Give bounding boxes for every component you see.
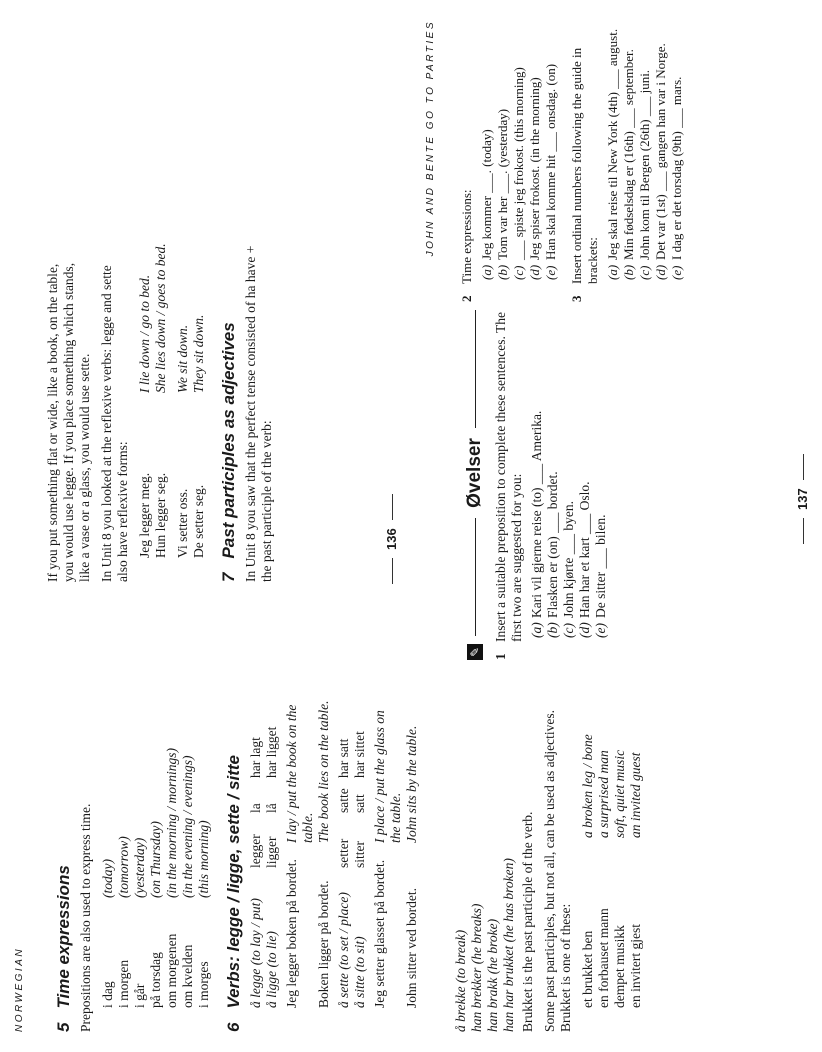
legge-sette-explanation: If you put something flat or wide, like a book, on the table, you would use legge. If you place something which stands, like a vase or a glass, you would use sette. [45, 262, 92, 582]
section-5-intro: Prepositions are also used to express time. [78, 803, 93, 1032]
adjective-examples: et brukket ben a broken leg / bone en forbauset mann a surprised man dempet musikk soft, quiet music en invitert gjest an invited guest [580, 734, 643, 1008]
brukket-note: Brukket is the past participle of the verb. [520, 811, 535, 1032]
right-column-2 [453, 310, 613, 660]
left-column-2 [42, 242, 281, 582]
section-7-intro: In Unit 8 you saw that the perfect tense consisted of ha have + the past participle of the verb: [243, 245, 274, 582]
exercise-2: 2 Time expressions: (a) Jeg kommer ___. (today) (b) Tom var her ___. (yesterday) (c) ___ spiste jeg frokost. (this morning) (d) Jeg spiser frokost. (in the morning) (e) Han skal komme hit ___ onsdag. (on) [459, 63, 558, 302]
reflexive-intro: In Unit 8 you looked at the reflexive verbs: legge and sette also have reflexive forms: [99, 265, 130, 582]
page-number-136: 136 [384, 486, 399, 592]
sette-sitte-forms: å sette (to set / place) setter satte har satt å sitte (to sit) sitter satt har sittet [336, 731, 367, 1008]
section-5-heading: 5Time expressions [54, 865, 73, 1032]
pencil-icon: ✎ [467, 644, 483, 660]
exercise-1: 1 Insert a suitable preposition to complete these sentences. The first two are suggested for you: (a) Kari vil gjerne reise (to) ___ Amerika. (b) Flasken er (on) ___ bordet. (c) John kjørte ___ byen. (d) Han har et kart ___ Oslo. (e) De sitter ___ bilen. [493, 311, 608, 660]
exercise-3: 3 Insert ordinal numbers following the guide in brackets: (a) Jeg skal reise til New York (4th) ___ august. (b) Min fødselsdag er (16th) ___ september. (c) John kom til Bergen (26th) ___ juni. (d) Det var (1st) ___ gangen han var i Norge. (e) I dag er det torsdag (9th) ___ mars. [569, 28, 684, 302]
section-7-heading: 7Past participles as adjectives [219, 322, 238, 582]
past-participle-intro: Some past participles, but not all, can be used as adjectives. Brukket is one of these: [542, 709, 573, 1032]
section-6-heading: 6Verbs: legge / ligge, sette / sitte [224, 755, 243, 1032]
left-column-1 [42, 692, 424, 1032]
time-expressions-list: i dag (today) i morgen (tomorrow) i går (yesterday) på torsdag (on Thursday) om morgenen (in the morning / mornings) om kvelden (in the evening / evenings) i morges (this morning) [100, 748, 211, 1008]
reflexive-examples: Jeg legger meg. I lie down / go to bed. Hun legger seg. She lies down / goes to bed. Vi setter oss. We sit down. De setter seg. They sit down. [137, 243, 206, 558]
sette-examples: Jeg setter glasset på bordet. I place / put the glass on the table. John sitter ved bordet. John sits by the table. [372, 710, 419, 1008]
running-head-left: NORWEGIAN [14, 946, 25, 1032]
running-head-right: JOHN AND BENTE GO TO PARTIES [425, 20, 436, 257]
legge-examples: Jeg legger boken på bordet. I lay / put the book on the table. Boken ligger på bordet. The book lies on the table. [284, 700, 331, 1008]
page-137 [411, 0, 822, 1052]
right-column-1 [453, 682, 650, 1032]
brekke-forms: å brekke (to break) han brekker (he breaks) han brakk (he broke) han har brukket (he has broken) [453, 858, 516, 1032]
legge-ligge-forms: å legge (to lay / put) legger la har lagt å ligge (to lie) ligger lå har ligget [248, 726, 279, 1008]
ovelser-banner: ✎ Øvelser [467, 310, 483, 660]
page-number-137: 137 [795, 446, 810, 552]
